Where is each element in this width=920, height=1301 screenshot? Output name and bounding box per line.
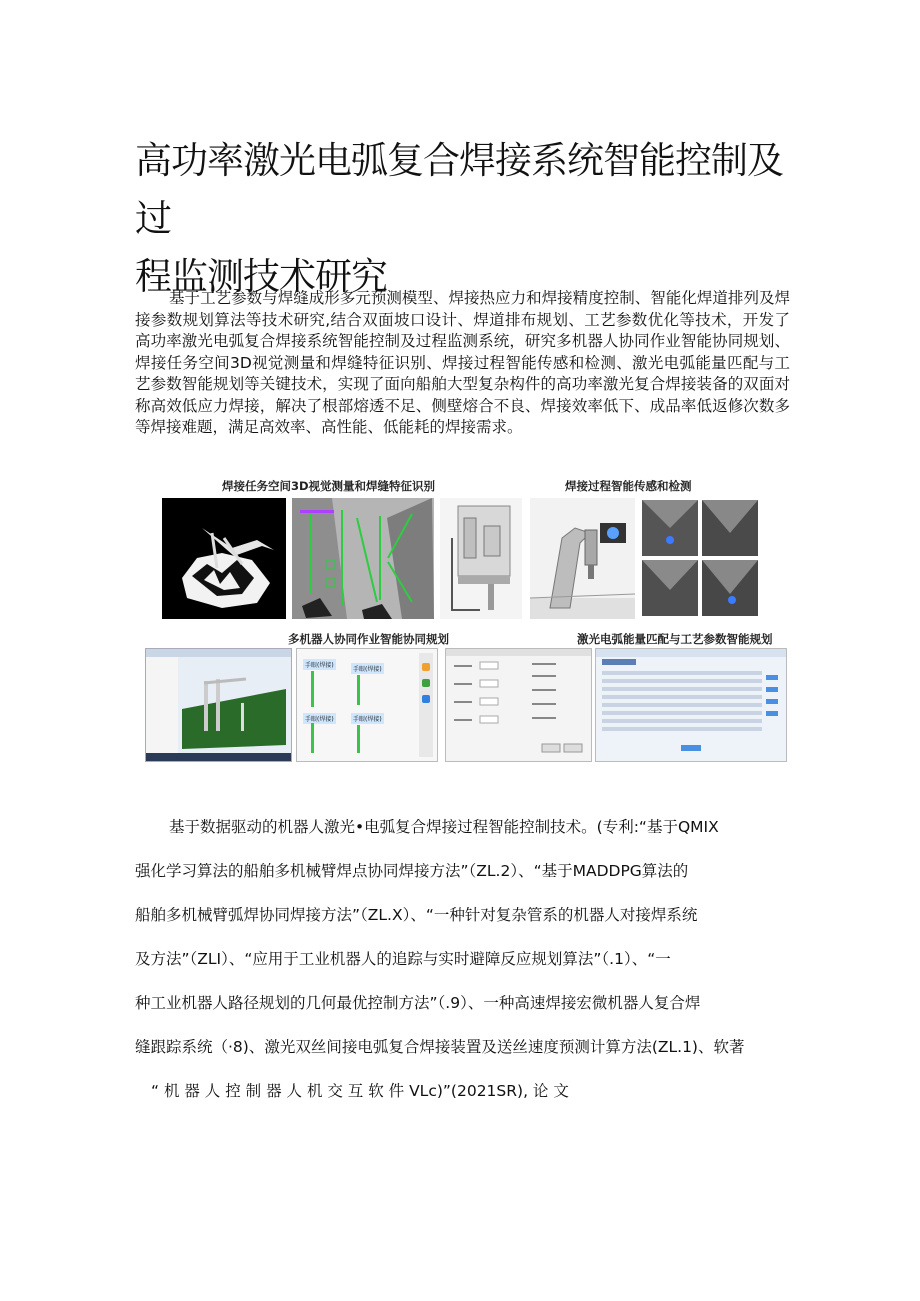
paragraph-2-line-3: 船舶多机械臂弧焊协同焊接方法”（ZL.X）、“一种针对复杂管系的机器人对接焊系统 [135, 906, 698, 924]
document-title [135, 132, 795, 306]
caption-multi-robot: 多机器人协同作业智能协同规划 [288, 632, 449, 646]
weld-seam-recognition-image [292, 498, 434, 619]
title-line-1: 高功率激光电弧复合焊接系统智能控制及过 [135, 139, 783, 240]
paragraph-1-text: 基于工艺参数与焊缝成形多元预测模型、焊接热应力和焊接精度控制、智能化焊道排列及焊接参数规划算法等技术研究,结合双面坡口设计、焊道排布规划、工艺参数优化等技术，开发了高功率激光电弧复合焊接系统智能控制及过程监测系统，研究多机器人协同作业智能协同规划、焊接任务空间3D视觉测量和焊缝特征识别、焊接过程智能传感和检测、激光电弧能量匹配与工艺参数智能规划等关键技术，实现了面向船舶大型复杂构件的高功率激光复合焊接装备的双面对称高效低应力焊接，解决了根部熔透不足、侧壁熔合不良、焊接效率低下、成品率低返修次数多等焊接难题，满足高效率、高性能、低能耗的焊接需求。 [135, 289, 790, 436]
robot-sensing-setup-image [530, 498, 635, 619]
paragraph-2 [135, 805, 790, 1113]
paragraph-2-line-4: 及方法”（ZLI）、“应用于工业机器人的追踪与实时避障反应规划算法”（.1）、“一 [135, 950, 671, 968]
welding-fixture-model-image [440, 498, 522, 619]
ui-label-hand-eye-4: 手眼(焊接) [303, 713, 336, 724]
coordination-planning-ui-screenshot [296, 648, 438, 762]
paragraph-2-line-7: “ 机 器 人 控 制 器 人 机 交 互 软 件 VLc)”(2021SR), 论 文 [151, 1082, 569, 1100]
ui-label-hand-eye-3: 手眼(焊接) [351, 713, 384, 724]
title-line-2: 程监测技术研究 [135, 255, 387, 298]
paragraph-2-line-2: 强化学习算法的船舶多机械臂焊点协同焊接方法”（ZL.2）、“基于MADDPG算法的 [135, 862, 689, 880]
caption-energy-matching: 激光电弧能量匹配与工艺参数智能规划 [577, 632, 773, 646]
caption-sensing: 焊接过程智能传感和检测 [565, 479, 692, 493]
caption-3d-vision: 焊接任务空间3D视觉测量和焊缝特征识别 [222, 479, 436, 493]
parameter-table-screenshot [595, 648, 787, 762]
composite-figure [140, 468, 790, 760]
paragraph-2-line-1: 基于数据驱动的机器人激光•电弧复合焊接过程智能控制技术。(专利:“基于QMIX [169, 818, 719, 836]
ui-label-hand-eye-1: 手眼(焊接) [303, 659, 336, 670]
multi-robot-simulation-screenshot [145, 648, 292, 762]
ui-label-hand-eye-2: 手眼(焊接) [351, 663, 384, 674]
weld-pool-monitoring-images [640, 498, 760, 619]
paragraph-1 [135, 288, 790, 439]
paragraph-2-line-5: 种工业机器人路径规划的几何最优控制方法”（.9）、一种高速焊接宏微机器人复合焊 [135, 994, 701, 1012]
paragraph-2-line-6: 缝跟踪系统（·8)、激光双丝间接电弧复合焊接装置及送丝速度预测计算方法(ZL.1)、软著 [135, 1038, 745, 1056]
3d-point-cloud-image [162, 498, 286, 619]
process-parameter-dialog-screenshot [445, 648, 592, 762]
